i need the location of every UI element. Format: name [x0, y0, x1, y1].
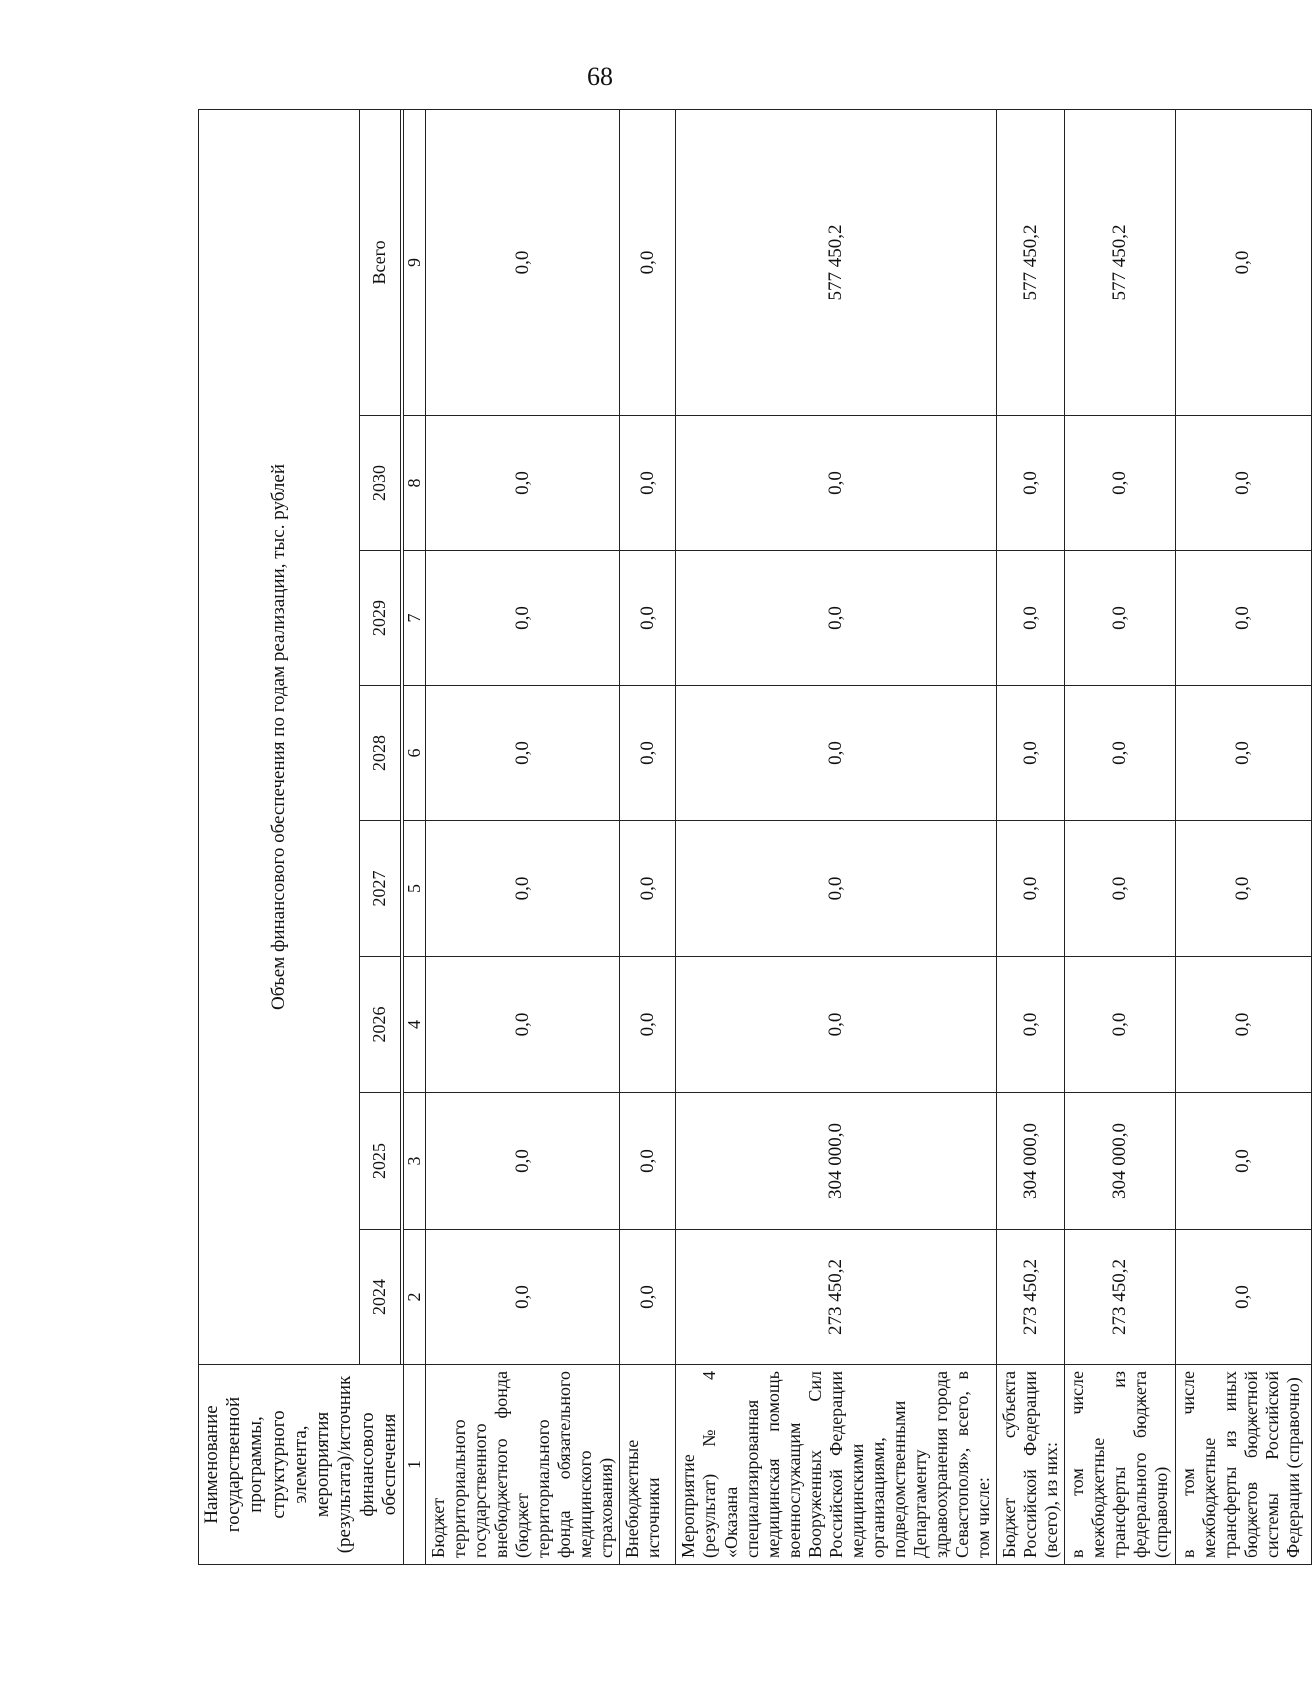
- cell-value: 0,0: [997, 416, 1065, 551]
- cell-value: 0,0: [676, 551, 997, 686]
- cell-value: 0,0: [997, 686, 1065, 821]
- year-2027: 2027: [360, 821, 401, 957]
- cell-value: 0,0: [620, 821, 676, 957]
- cell-value: 0,0: [1175, 551, 1311, 686]
- year-2025: 2025: [360, 1093, 401, 1230]
- column-numbers-row: [403, 109, 425, 1564]
- cell-value: 0,0: [426, 821, 620, 957]
- cell-value: 0,0: [620, 1093, 676, 1230]
- cell-value: 0,0: [676, 686, 997, 821]
- cell-value: 304 000,0: [1065, 1093, 1175, 1230]
- table-row: [1175, 109, 1311, 1564]
- cell-value: 577 450,2: [997, 109, 1065, 415]
- cell-value: 0,0: [1065, 551, 1175, 686]
- col-number-6: 6: [403, 686, 425, 821]
- table-row: [676, 109, 997, 1564]
- table-row: [1065, 109, 1175, 1564]
- cell-value: 0,0: [426, 1093, 620, 1230]
- cell-value: 0,0: [997, 957, 1065, 1093]
- cell-value: 0,0: [1065, 416, 1175, 551]
- table-row: [997, 109, 1065, 1564]
- cell-value: 0,0: [620, 551, 676, 686]
- cell-value: 0,0: [426, 686, 620, 821]
- header-name-column: Наименование государственной программы, структурного элемента, мероприятия (результата)/источник финансового обеспечения: [199, 1365, 404, 1565]
- row-name: Бюджет субъекта Российской Федерации (всего), из них:: [997, 1365, 1065, 1565]
- cell-value: 0,0: [620, 109, 676, 415]
- row-name: в том числе межбюджетные трансферты из иных бюджетов бюджетной системы Российской Федерации (справочно): [1175, 1365, 1311, 1565]
- cell-value: 0,0: [426, 109, 620, 415]
- cell-value: 0,0: [1065, 686, 1175, 821]
- cell-value: 0,0: [426, 957, 620, 1093]
- year-2029: 2029: [360, 551, 401, 686]
- cell-value: 0,0: [620, 416, 676, 551]
- cell-value: 273 450,2: [676, 1230, 997, 1365]
- cell-value: 0,0: [1065, 821, 1175, 957]
- header-row: [199, 109, 360, 1564]
- page-number: 68: [587, 62, 613, 91]
- row-name: Внебюджетные источники: [620, 1365, 676, 1565]
- col-number-4: 4: [403, 957, 425, 1093]
- table-row: [620, 109, 676, 1564]
- cell-value: 0,0: [1175, 957, 1311, 1093]
- table-rotated-wrapper: [198, 110, 1303, 1565]
- cell-value: 0,0: [1175, 109, 1311, 415]
- col-number-2: 2: [403, 1230, 425, 1365]
- cell-value: 0,0: [997, 551, 1065, 686]
- cell-value: 0,0: [426, 1230, 620, 1365]
- cell-value: 0,0: [1175, 821, 1311, 957]
- cell-value: 0,0: [426, 551, 620, 686]
- row-name: Мероприятие (результат) № 4 «Оказана специализированная медицинская помощь военнослужащим Вооруженных Сил Российской Федерации медицинскими организациями, подведомственными Департаменту здравоохранения города Севастополя», всего, в том числе:: [676, 1365, 997, 1565]
- financing-table: [198, 109, 1312, 1565]
- cell-value: 0,0: [676, 957, 997, 1093]
- cell-value: 0,0: [426, 416, 620, 551]
- header-volume: Объем финансового обеспечения по годам реализации, тыс. рублей: [199, 109, 360, 1364]
- cell-value: 304 000,0: [997, 1093, 1065, 1230]
- col-number-8: 8: [403, 416, 425, 551]
- cell-value: 0,0: [620, 1230, 676, 1365]
- cell-value: 0,0: [1175, 416, 1311, 551]
- year-2024: 2024: [360, 1230, 401, 1365]
- col-number-9: 9: [403, 109, 425, 415]
- cell-value: 0,0: [1175, 1093, 1311, 1230]
- col-number-3: 3: [403, 1093, 425, 1230]
- cell-value: 0,0: [620, 957, 676, 1093]
- cell-value: 0,0: [1175, 686, 1311, 821]
- cell-value: 0,0: [676, 416, 997, 551]
- row-name: Бюджет территориального государственного внебюджетного фонда (бюджет территориального фонда обязательного медицинского страхования): [426, 1365, 620, 1565]
- col-number-5: 5: [403, 821, 425, 957]
- cell-value: 0,0: [1175, 1230, 1311, 1365]
- cell-value: 0,0: [620, 686, 676, 821]
- year-2028: 2028: [360, 686, 401, 821]
- cell-value: 0,0: [676, 821, 997, 957]
- col-number-7: 7: [403, 551, 425, 686]
- table-row: [426, 109, 620, 1564]
- header-years-row: [360, 109, 401, 1564]
- cell-value: 273 450,2: [1065, 1230, 1175, 1365]
- year-2030: 2030: [360, 416, 401, 551]
- cell-value: 304 000,0: [676, 1093, 997, 1230]
- cell-value: 577 450,2: [1065, 109, 1175, 415]
- cell-value: 0,0: [997, 821, 1065, 957]
- cell-value: 577 450,2: [676, 109, 997, 415]
- cell-value: 273 450,2: [997, 1230, 1065, 1365]
- row-name: в том числе межбюджетные трансферты из федерального бюджета (справочно): [1065, 1365, 1175, 1565]
- cell-value: 0,0: [1065, 957, 1175, 1093]
- year-total: Всего: [360, 109, 401, 415]
- year-2026: 2026: [360, 957, 401, 1093]
- col-number-1: 1: [403, 1365, 425, 1565]
